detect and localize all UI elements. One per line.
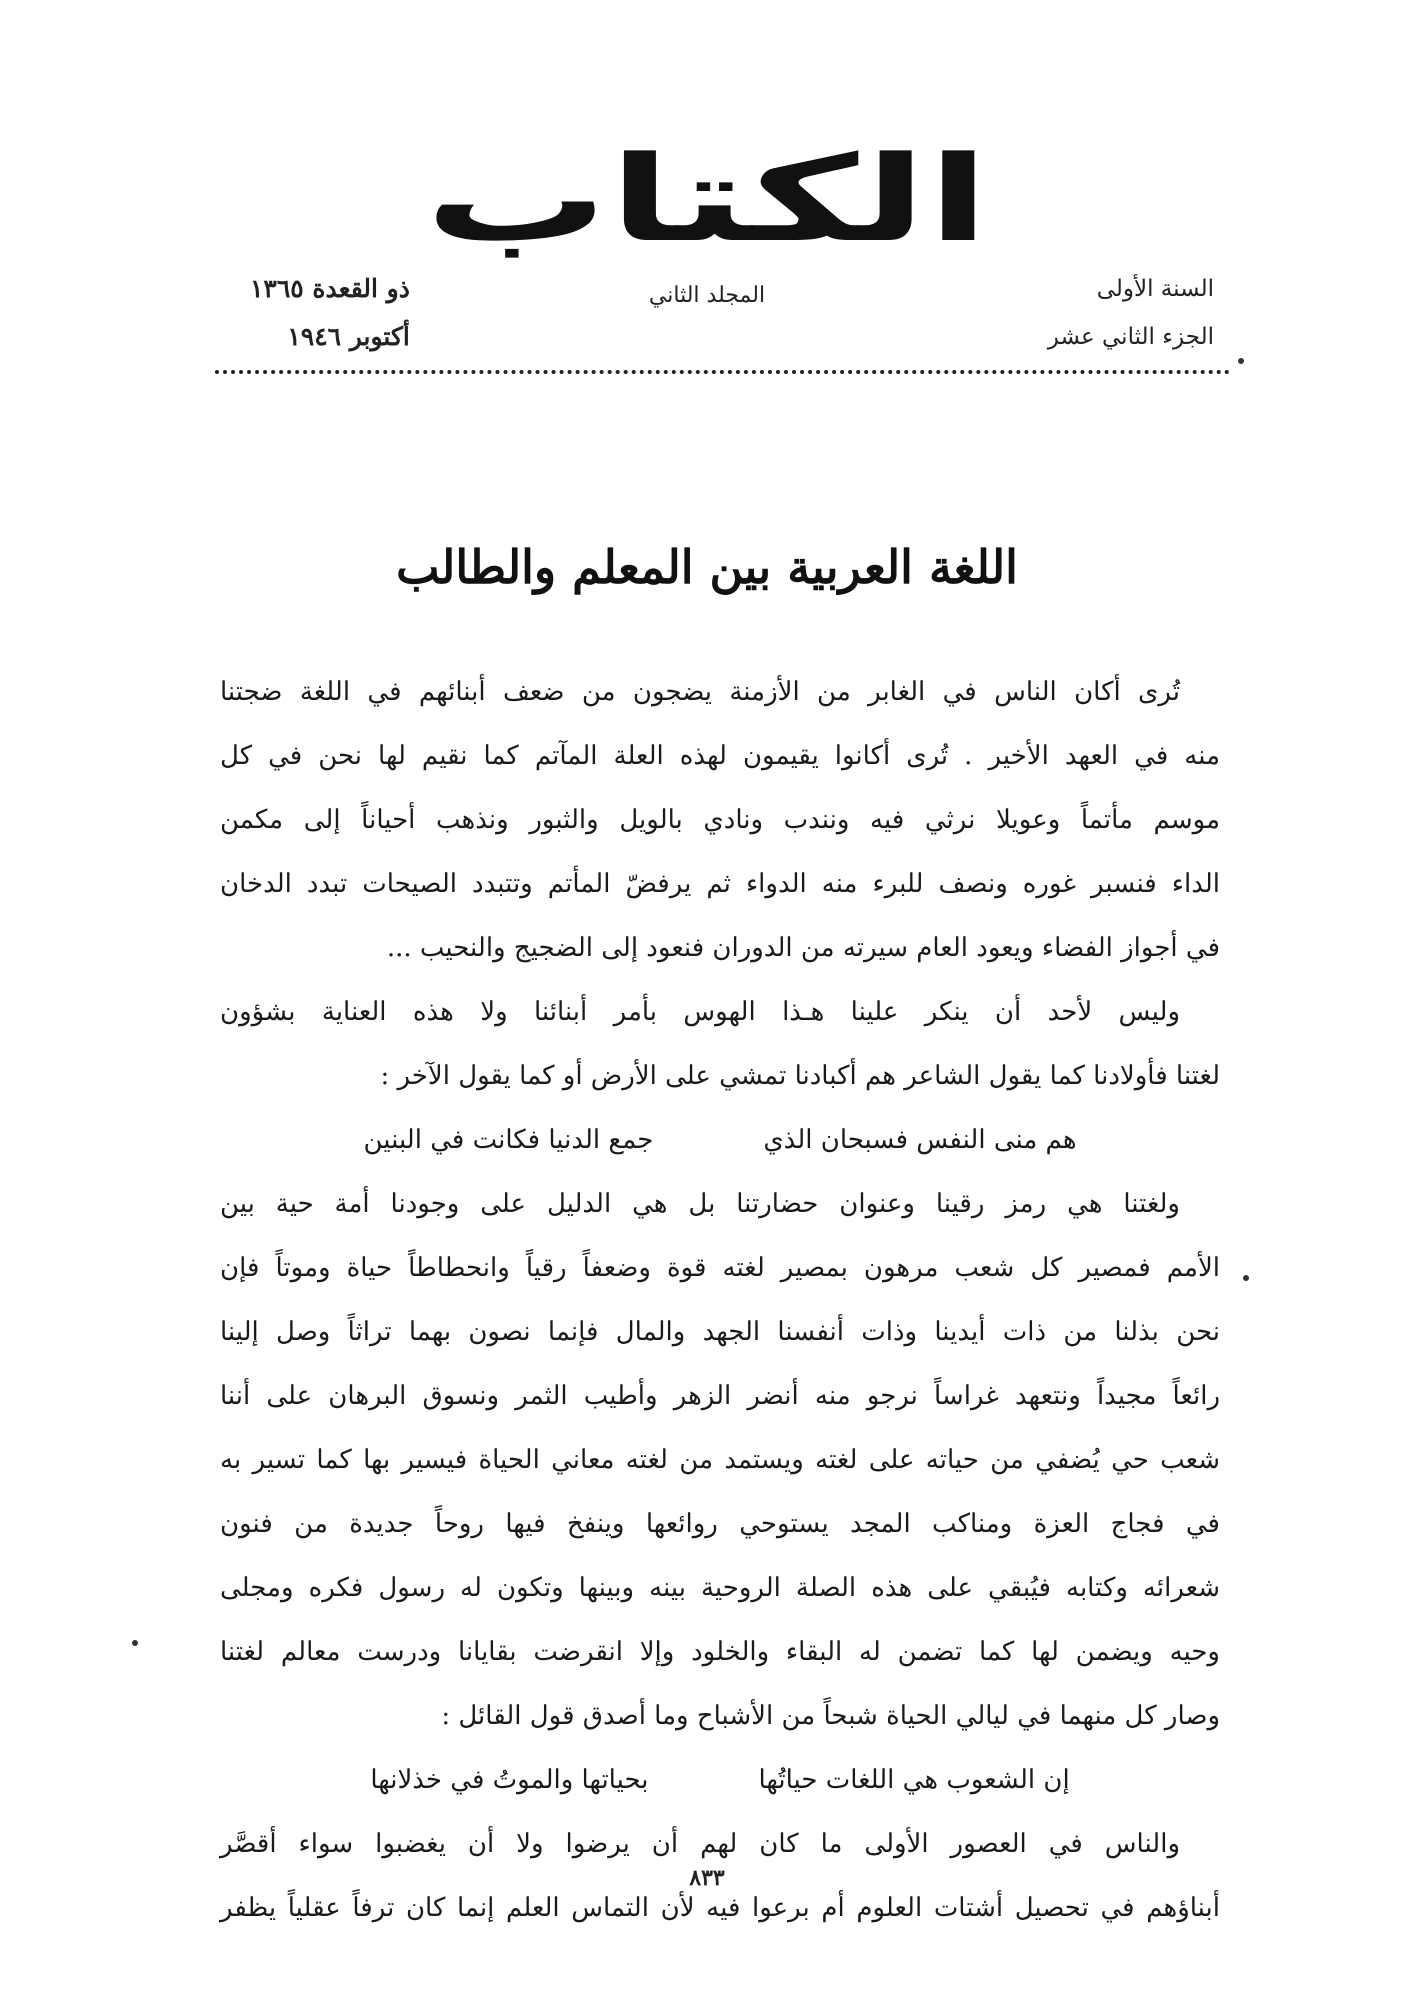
volume-label: المجلد الثاني [648,283,766,308]
scan-speck [1238,358,1244,364]
text-line: شعب حي يُضفي من حياته على لغته ويستمد من لغته معاني الحياة فيسير بها كما تسير به [220,1445,1220,1475]
text-line: والناس في العصور الأولى ما كان لهم أن يرضوا ولا أن يغضبوا سواء أقصَّر [220,1829,1180,1859]
text-line: في أجواز الفضاء ويعود العام سيرته من الدوران فنعود إلى الضجيج والنحيب ... [386,933,1220,963]
text-line: في فجاج العزة ومناكب المجد يستوحي روائعها وينفخ فيها روحاً جديدة من فنون [220,1509,1220,1539]
verse-couplet [220,1748,1220,1812]
verse-first-hemistich: إن الشعوب هي اللغات حياتُها [758,1765,1070,1795]
text-line: شعرائه وكتابه فيُبقي على هذه الصلة الروحية بينه وبينها وتكون له رسول فكره ومجلى [220,1573,1220,1603]
text-line: موسم مأتماً وعويلا نرثي فيه ونندب ونادي بالويل والثبور ونذهب أحياناً إلى مكمن [220,805,1220,835]
text-line: لغتنا فأولادنا كما يقول الشاعر هم أكبادنا تمشي على الأرض أو كما يقول الآخر : [380,1061,1220,1091]
text-line: الداء فنسبر غوره ونصف للبرء منه الدواء ثم يرفضّ المأتم وتتبدد الصيحات تبدد الدخان [220,869,1220,899]
text-line: ولغتنا هي رمز رقينا وعنوان حضارتنا بل هي الدليل على وجودنا أمة حية بين [220,1189,1180,1219]
gregorian-date: أكتوبر ١٩٤٦ [287,322,410,351]
masthead [0,130,1414,268]
text-line: وحيه ويضمن لها كما تضمن له البقاء والخلود وإلا انقرضت بقايانا ودرست معالم لغتنا [220,1637,1220,1667]
text-line: منه في العهد الأخير . تُرى أكانوا يقيمون لهذه العلة المآتم كما نقيم لها نحن في كل [220,741,1220,771]
verse-couplet [220,1108,1220,1172]
text-line: الأمم فمصير كل شعب مرهون بمصير لغته قوة وضعفاً رقياً وانحطاطاً حياة وموتاً فإن [220,1253,1220,1283]
issue-info-left [250,265,410,361]
verse-first-hemistich: هم منى النفس فسبحان الذي [763,1125,1077,1155]
text-line: تُرى أكان الناس في الغابر من الأزمنة يضجون من ضعف أبنائهم في اللغة ضجتنا [220,677,1180,707]
article-body [220,660,1220,1940]
text-line: وصار كل منهما في ليالي الحياة شبحاً من الأشباح وما أصدق قول القائل : [441,1701,1220,1731]
page-number: ٨٣٣ [689,1865,725,1891]
part-label: الجزء الثاني عشر [1047,324,1214,350]
text-line: نحن بذلنا من ذات أيدينا وذات أنفسنا الجهد والمال فإنما نصون بهما تراثاً وصل إلينا [220,1317,1220,1347]
scan-speck [132,1640,138,1646]
text-line: وليس لأحد أن ينكر علينا هـذا الهوس بأمر أبنائنا ولا هذه العناية بشؤون [220,997,1180,1027]
article-title: اللغة العربية بين المعلم والطالب [396,540,1018,594]
verse-second-hemistich: جمع الدنيا فكانت في البنين [363,1125,654,1155]
magazine-logo: الكتاب [424,130,990,268]
header-divider [215,370,1230,374]
text-line: أبناؤهم في تحصيل أشتات العلوم أم برعوا فيه لأن التماس العلم إنما كان ترفاً عقلياً يظفر [220,1893,1220,1923]
verse-second-hemistich: بحياتها والموتُ في خذلانها [370,1765,649,1795]
hijri-date: ذو القعدة ١٣٦٥ [250,274,410,303]
year-label: السنة الأولى [1096,276,1214,302]
text-line: رائعاً مجيداً ونتعهد غراساً نرجو منه أنضر الزهر وأطيب الثمر ونسوق البرهان على أننا [220,1381,1220,1411]
scan-speck [1243,1275,1249,1281]
